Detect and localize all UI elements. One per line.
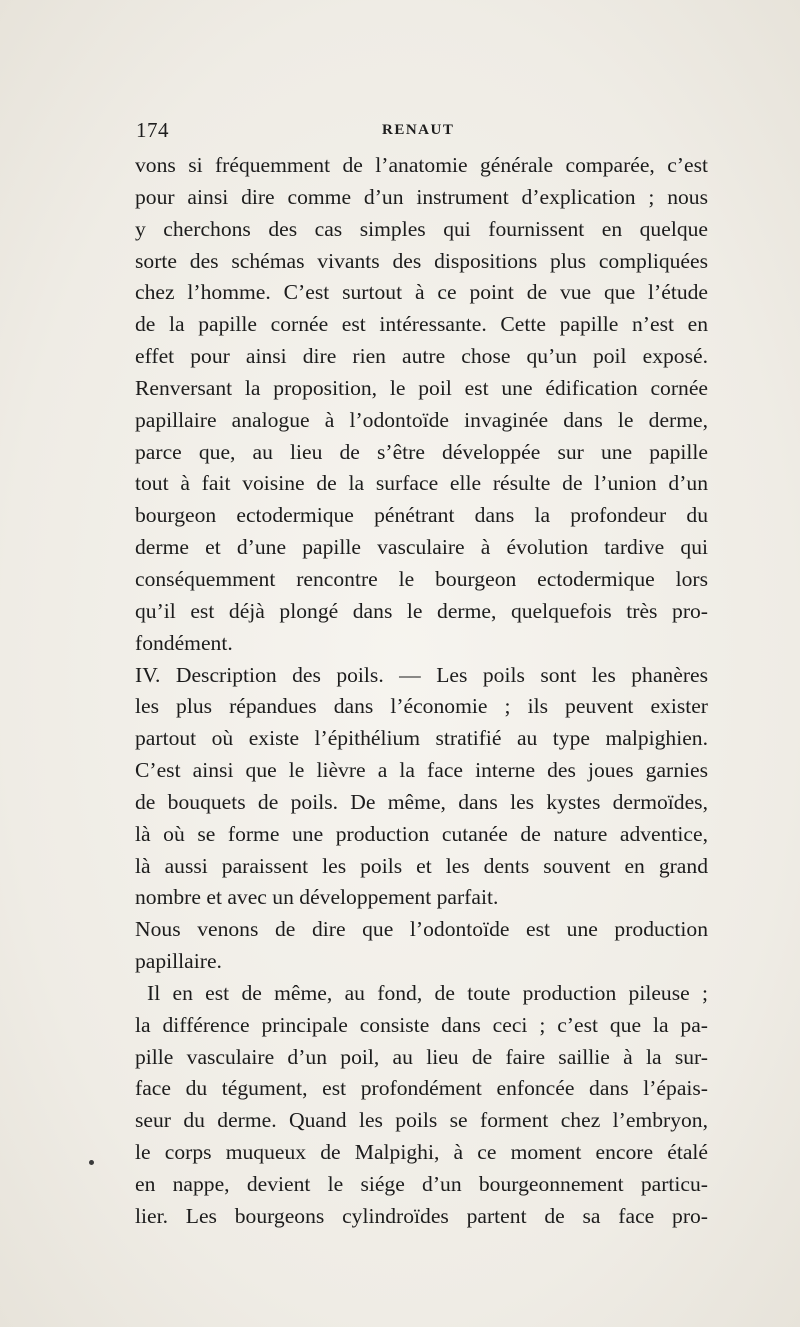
text-line: lier. Les bourgeons cylindroïdes partent de sa face pro-: [135, 1203, 708, 1228]
running-head: RENAUT: [382, 122, 455, 138]
text-line: pille vasculaire d’un poil, au lieu de faire saillie à la sur-: [135, 1044, 708, 1069]
text-line: Il en est de même, au fond, de toute production pileuse ;: [147, 980, 708, 1005]
text-line: derme et d’une papille vasculaire à évolution tardive qui: [135, 535, 708, 560]
text-line: là aussi paraissent les poils et les dents souvent en grand: [135, 853, 708, 878]
text-line: là où se forme une production cutanée de nature adventice,: [135, 821, 708, 846]
text-line: parce que, au lieu de s’être développée sur une papille: [135, 439, 708, 464]
text-line: IV. Description des poils. — Les poils sont les phanères: [135, 662, 708, 687]
text-line: face du tégument, est profondément enfoncée dans l’épais-: [135, 1076, 708, 1101]
text-line: effet pour ainsi dire rien autre chose qu’un poil exposé.: [135, 344, 708, 369]
text-line: tout à fait voisine de la surface elle résulte de l’union d’un: [135, 471, 708, 496]
page-number: 174: [136, 118, 169, 142]
text-line: qu’il est déjà plongé dans le derme, quelquefois très pro-: [135, 598, 708, 623]
text-line: la différence principale consiste dans ceci ; c’est que la pa-: [135, 1012, 708, 1037]
text-line: nombre et avec un développement parfait.: [135, 885, 499, 910]
text-line: conséquemment rencontre le bourgeon ectodermique lors: [135, 566, 708, 591]
text-line: en nappe, devient le siége d’un bourgeonnement particu-: [135, 1172, 708, 1196]
text-line: le corps muqueux de Malpighi, à ce moment encore étalé: [135, 1140, 708, 1165]
text-line: les plus répandues dans l’économie ; ils peuvent exister: [135, 694, 708, 719]
text-line: y cherchons des cas simples qui fournissent en quelque: [135, 216, 708, 241]
text-line: Renversant la proposition, le poil est une édification cornée: [135, 375, 708, 400]
text-line: de la papille cornée est intéressante. Cette papille n’est en: [135, 312, 708, 337]
text-line: de bouquets de poils. De même, dans les kystes dermoïdes,: [135, 789, 708, 814]
text-line: sorte des schémas vivants des dispositions plus compliquées: [135, 248, 708, 273]
text-line: chez l’homme. C’est surtout à ce point de vue que l’étude: [135, 280, 708, 305]
text-line: fondément.: [135, 630, 233, 655]
text-line: Nous venons de dire que l’odontoïde est une production: [135, 917, 708, 942]
body-text: [135, 150, 708, 1233]
text-line: C’est ainsi que le lièvre a la face interne des joues garnies: [135, 758, 708, 783]
text-line: papillaire.: [135, 949, 222, 974]
margin-ink-dot: [89, 1160, 94, 1165]
text-line: pour ainsi dire comme d’un instrument d’explication ; nous: [135, 184, 708, 209]
text-line: bourgeon ectodermique pénétrant dans la profondeur du: [135, 503, 708, 528]
text-line: papillaire analogue à l’odontoïde invaginée dans le derme,: [135, 407, 708, 432]
text-line: vons si fréquemment de l’anatomie générale comparée, c’est: [135, 153, 708, 177]
text-line: seur du derme. Quand les poils se forment chez l’embryon,: [135, 1108, 708, 1133]
text-line: partout où existe l’épithélium stratifié au type malpighien.: [135, 726, 708, 751]
page-header: [136, 118, 706, 144]
